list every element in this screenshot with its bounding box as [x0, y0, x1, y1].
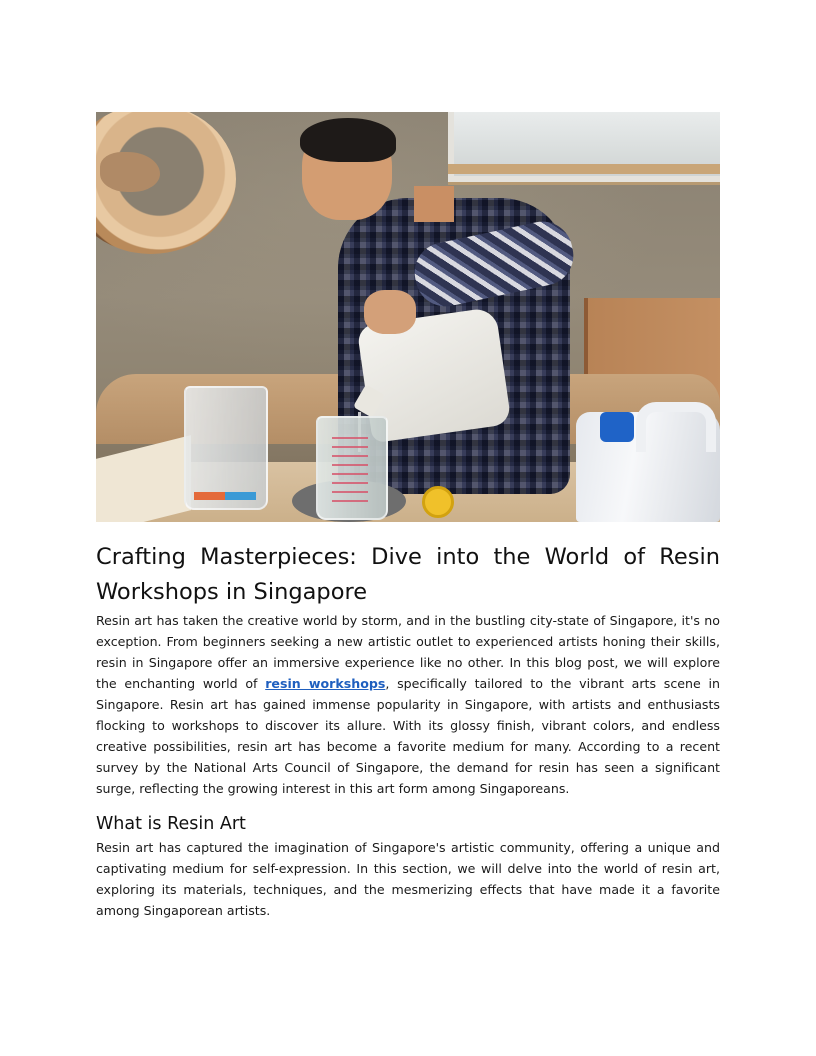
cup-label	[194, 492, 256, 500]
canister-cap	[600, 412, 634, 442]
article-title: Crafting Masterpieces: Dive into the World of Resin Workshops in Singapore	[96, 544, 720, 605]
hand	[364, 290, 416, 334]
tape-measure	[422, 486, 454, 518]
intro-text-start: Resin art has taken the creative world by storm, and in the bustling city-state of Singapore, it's no exception. From beginners seeking a new artistic outlet to experienced artists honing their skills, resin in Singapore offer an immersive experience like no other. In this blog post, we will explore the enchanting world of	[96, 613, 720, 691]
wood-carving	[100, 152, 160, 192]
man-pouring-resin-photo	[96, 112, 720, 522]
hair	[300, 118, 396, 162]
intro-paragraph	[96, 610, 720, 799]
neck	[414, 186, 454, 222]
article-body	[96, 540, 720, 921]
section-paragraph: Resin art has captured the imagination of Singapore's artistic community, offering a unique and captivating medium for self-expression. In this section, we will delve into the world of resin art, exploring its materials, techniques, and the mesmerizing effects that have made it a favorite among Singaporean artists.	[96, 840, 720, 918]
resin-workshops-link[interactable]: resin workshops	[265, 676, 386, 691]
canister-handle	[636, 402, 716, 452]
intro-text-end: , specifically tailored to the vibrant arts scene in Singapore. Resin art has gained immense popularity in Singapore, with artists and enthusiasts flocking to workshops to discover its allure. With its glossy finish, vibrant colors, and endless creative possibilities, resin art has become a favorite medium for many. According to a recent survey by the National Arts Council of Singapore, the demand for resin has seen a significant surge, reflecting the growing interest in this art form among Singaporeans.	[96, 676, 720, 796]
cup-markings	[332, 432, 368, 502]
notebook	[96, 435, 191, 522]
window-sill	[448, 164, 720, 174]
section-heading: What is Resin Art	[96, 814, 246, 834]
